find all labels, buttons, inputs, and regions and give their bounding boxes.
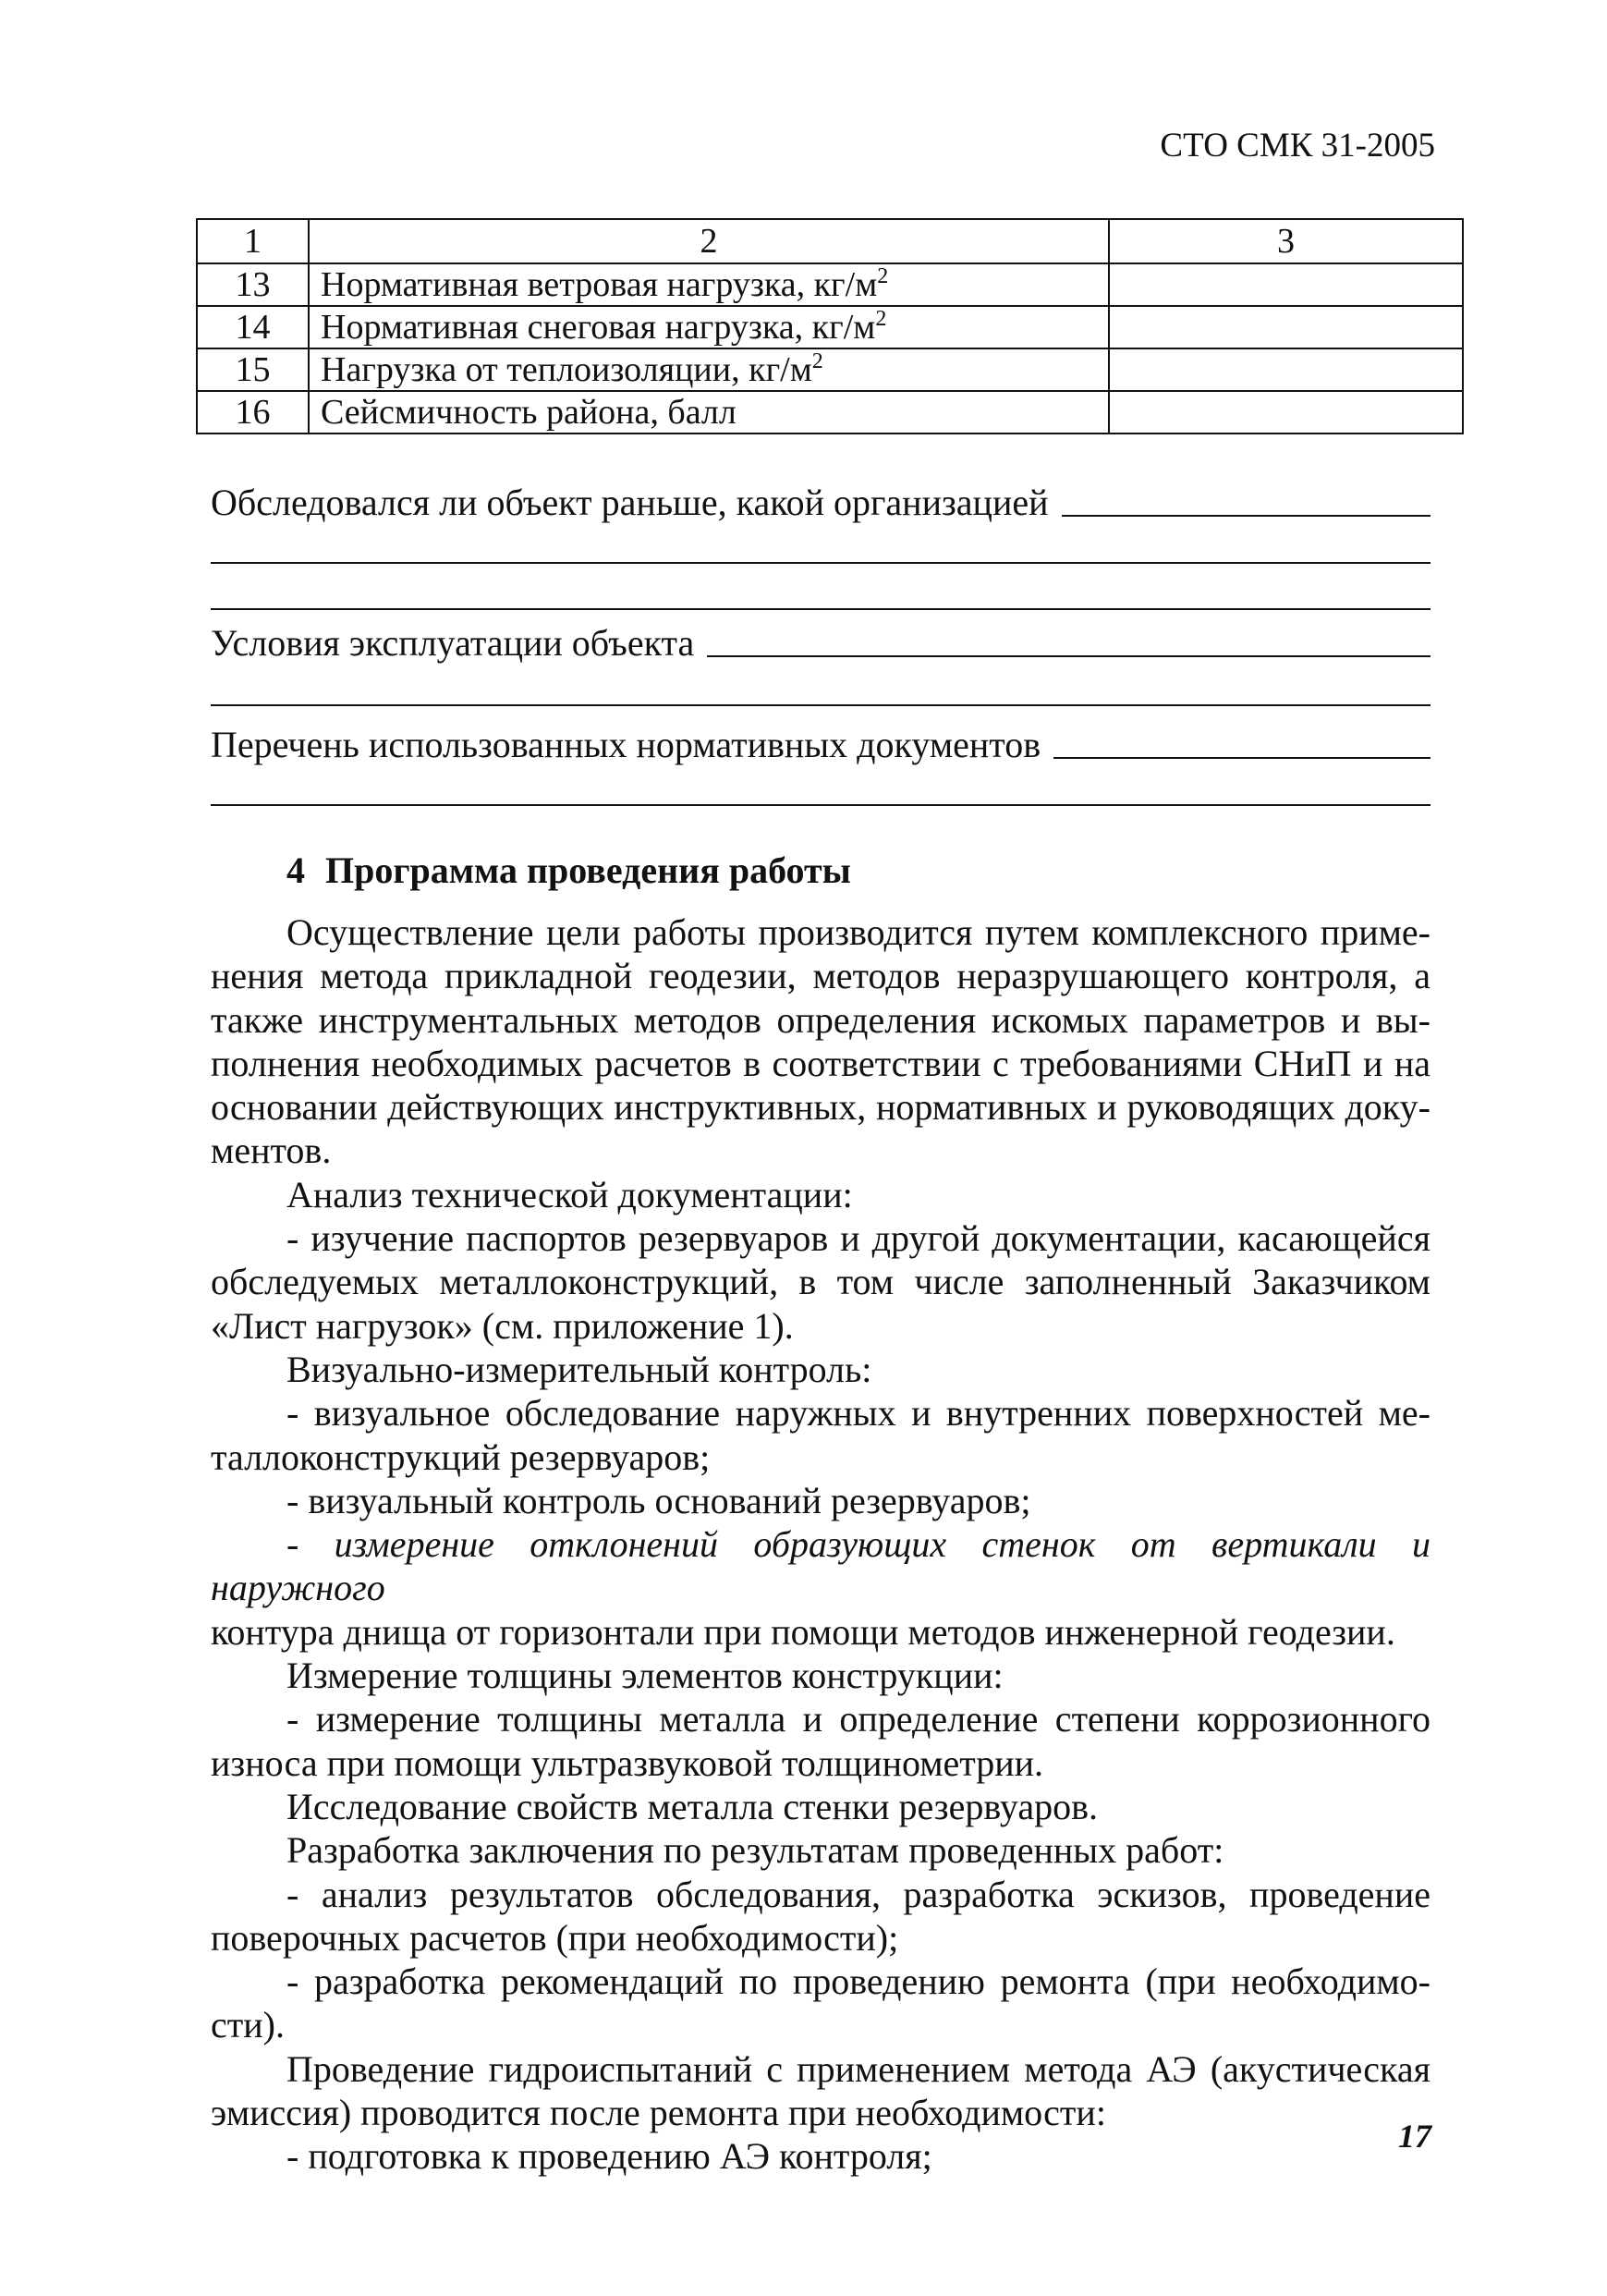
normative-docs-label: Перечень использованных нормативных документов bbox=[211, 724, 1041, 765]
text-line: Измерение толщины элементов конструкции: bbox=[286, 1655, 1004, 1697]
row-number: 15 bbox=[197, 348, 309, 391]
row-label: Нормативная снеговая нагрузка, $кг/м^2$ bbox=[309, 306, 1109, 348]
operating-conditions-label: Условия эксплуатации объекта bbox=[211, 622, 695, 664]
row-value bbox=[1109, 306, 1463, 348]
text-line: эмиссия) проводится после ремонта при необходимости: bbox=[211, 2092, 1106, 2134]
operating-conditions-field[interactable] bbox=[211, 621, 1430, 665]
text-line: также инструментальных методов определения искомых параметров и вы- bbox=[211, 998, 1430, 1041]
row-label: Сейсмичность района, балл bbox=[309, 391, 1109, 434]
column-header-2: 2 bbox=[309, 219, 1109, 263]
table-row bbox=[197, 306, 1463, 348]
text-line: - визуальный контроль оснований резервуаров; bbox=[286, 1479, 1031, 1521]
text-line: - визуальное обследование наружных и внутренних поверхностей ме- bbox=[286, 1392, 1430, 1435]
table-row bbox=[197, 263, 1463, 306]
section-body bbox=[211, 910, 1430, 2179]
column-header-3: 3 bbox=[1109, 219, 1463, 263]
text-line: Разработка заключения по результатам проведенных работ: bbox=[286, 1829, 1224, 1872]
text-line: Визуально-измерительный контроль: bbox=[286, 1348, 872, 1390]
text-line: поверочных расчетов (при необходимости); bbox=[211, 1916, 899, 1959]
section-title: Программа проведения работы bbox=[325, 849, 851, 891]
text-line: Анализ технической документации: bbox=[286, 1173, 853, 1215]
table-header-row bbox=[197, 219, 1463, 263]
text-line: износа при помощи ультразвуковой толщинометрии. bbox=[211, 1741, 1044, 1784]
text-line: - анализ результатов обследования, разработка эскизов, проведение bbox=[286, 1873, 1430, 1915]
text-line: таллоконструкций резервуаров; bbox=[211, 1435, 711, 1478]
fill-line[interactable] bbox=[211, 608, 1430, 610]
text-line: сти). bbox=[211, 2004, 285, 2046]
section-number: 4 bbox=[286, 849, 305, 891]
table-row bbox=[197, 348, 1463, 391]
text-line: - подготовка к проведению АЭ контроля; bbox=[286, 2135, 932, 2178]
text-line: основании действующих инструктивных, нормативных и руководящих доку- bbox=[211, 1086, 1430, 1129]
text-line: - разработка рекомендаций по проведению ремонта (при необходимо- bbox=[286, 1960, 1430, 2003]
text-line: контура днища от горизонтали при помощи методов инженерной геодезии. bbox=[211, 1610, 1395, 1653]
fill-line bbox=[707, 655, 1430, 657]
text-line: нения метода прикладной геодезии, методов неразрушающего контроля, а bbox=[211, 955, 1430, 997]
row-number: 13 bbox=[197, 263, 309, 306]
fill-line[interactable] bbox=[211, 562, 1430, 564]
section-heading bbox=[286, 849, 851, 892]
text-line: - измерение толщины металла и определение степени коррозионного bbox=[286, 1698, 1430, 1740]
row-label: Нагрузка от теплоизоляции, $кг/м^2$ bbox=[309, 348, 1109, 391]
loads-table bbox=[196, 218, 1464, 434]
text-line: - измерение отклонений образующих стенок от вертикали и наружного bbox=[211, 1523, 1431, 1609]
fill-line[interactable] bbox=[211, 804, 1430, 806]
fill-line bbox=[1062, 515, 1430, 517]
inspected-before-field[interactable] bbox=[211, 481, 1430, 524]
document-code: СТО СМК 31-2005 bbox=[1160, 127, 1435, 165]
row-value bbox=[1109, 263, 1463, 306]
text-line: Осуществление цели работы производится путем комплексного приме- bbox=[286, 911, 1430, 953]
normative-docs-field[interactable] bbox=[211, 723, 1430, 766]
inspected-before-label: Обследовался ли объект раньше, какой организацией bbox=[211, 482, 1049, 523]
page-number: 17 bbox=[1398, 2118, 1431, 2155]
row-number: 14 bbox=[197, 306, 309, 348]
row-value bbox=[1109, 391, 1463, 434]
text-line: Проведение гидроиспытаний с применением метода АЭ (акустическая bbox=[286, 2047, 1430, 2090]
text-line: - изучение паспортов резервуаров и другой документации, касающейся bbox=[286, 1217, 1430, 1260]
text-line: Исследование свойств металла стенки резервуаров. bbox=[286, 1785, 1098, 1827]
column-header-1: 1 bbox=[197, 219, 309, 263]
fill-line[interactable] bbox=[211, 704, 1430, 706]
table-row bbox=[197, 391, 1463, 434]
text-line: ментов. bbox=[211, 1130, 332, 1172]
text-line: полнения необходимых расчетов в соответствии с требованиями СНиП и на bbox=[211, 1042, 1430, 1084]
fill-line bbox=[1053, 757, 1430, 759]
text-line: «Лист нагрузок» (см. приложение 1). bbox=[211, 1304, 794, 1347]
row-number: 16 bbox=[197, 391, 309, 434]
row-label: Нормативная ветровая нагрузка, $кг/м^2$ bbox=[309, 263, 1109, 306]
row-value bbox=[1109, 348, 1463, 391]
text-line: обследуемых металлоконструкций, в том числе заполненный Заказчиком bbox=[211, 1261, 1430, 1303]
